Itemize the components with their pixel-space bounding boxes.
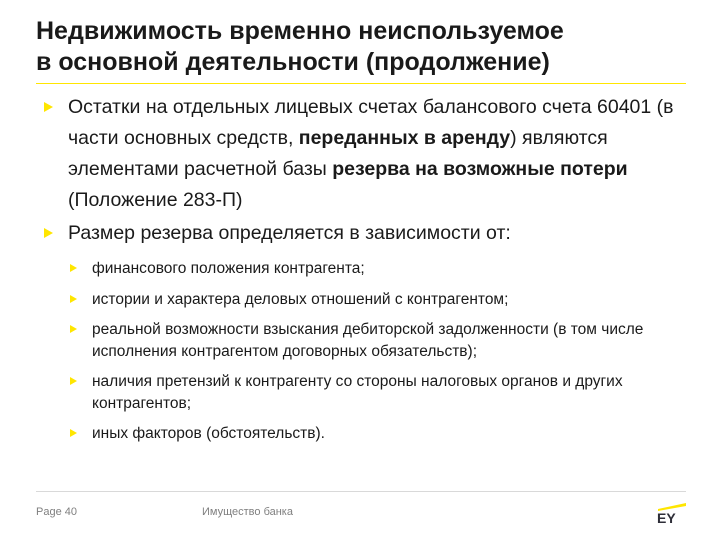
sub-bullet-text: реальной возможности взыскания дебиторской задолженности (в том числе исполнения контрагентом договорных обязательств);	[92, 321, 644, 360]
slide-body	[44, 92, 684, 445]
sub-bullet-arrow-icon	[70, 429, 77, 437]
bullet-text	[68, 96, 674, 211]
ey-logo-icon	[656, 500, 688, 524]
bullet-arrow-icon	[44, 228, 53, 238]
text-run: ) являются элементами расчетной базы	[68, 127, 608, 180]
sub-bullet-arrow-icon	[70, 295, 77, 303]
footer-divider	[36, 491, 686, 492]
sub-bullet-arrow-icon	[70, 325, 77, 333]
title-underline	[36, 83, 686, 84]
bullet-text: Размер резерва определяется в зависимости от:	[68, 222, 511, 244]
sub-bullet-financial	[44, 258, 684, 280]
text-run: (Положение 283-П)	[68, 189, 243, 211]
bullet-arrow-icon	[44, 102, 53, 112]
sub-bullet-history	[44, 289, 684, 311]
sub-bullet-text: иных факторов (обстоятельств).	[92, 425, 325, 442]
bullet-reserve-size	[44, 218, 684, 249]
sub-bullet-other	[44, 423, 684, 445]
slide-title	[36, 16, 686, 78]
title-line-1: Недвижимость временно неиспользуемое	[36, 17, 564, 45]
sub-bullet-arrow-icon	[70, 264, 77, 272]
text-run-bold: переданных в аренду	[298, 127, 511, 149]
footer-section-title: Имущество банка	[202, 506, 293, 518]
sub-bullet-text: истории и характера деловых отношений с контрагентом;	[92, 290, 509, 308]
ey-logo-text: EY	[657, 510, 676, 524]
sub-bullet-text: финансового положения контрагента;	[92, 260, 365, 277]
page-number: Page 40	[36, 506, 77, 518]
sub-bullet-recovery	[44, 319, 684, 362]
sub-bullet-arrow-icon	[70, 377, 77, 385]
title-line-2: в основной деятельности (продолжение)	[36, 48, 550, 76]
text-run: Остатки на отдельных лицевых счетах балансового счета 60401 (в части основных средств,	[68, 96, 674, 149]
bullet-reserve-base	[44, 92, 684, 216]
sub-bullet-text: наличия претензий к контрагенту со стороны налоговых органов и других контрагентов;	[92, 373, 623, 412]
text-run-bold: резерва на возможные потери	[332, 158, 628, 180]
sub-bullet-claims	[44, 371, 684, 414]
